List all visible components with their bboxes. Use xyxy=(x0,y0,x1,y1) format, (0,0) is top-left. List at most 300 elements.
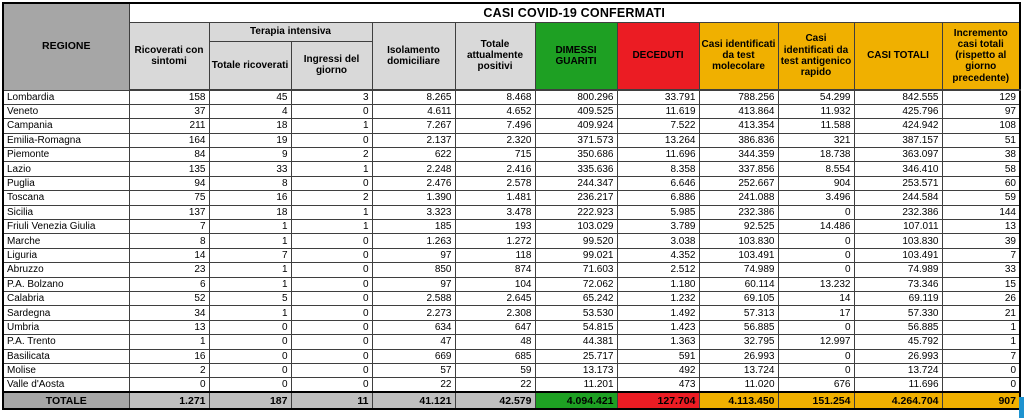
value-cell: 335.636 xyxy=(535,162,617,176)
value-cell: 850 xyxy=(372,263,455,277)
value-cell: 7.496 xyxy=(455,119,535,133)
value-cell: 904 xyxy=(778,176,854,190)
value-cell: 8.265 xyxy=(372,90,455,104)
col-header-casi-test-antigenico: Casi identificati da test antigenico rapido xyxy=(778,22,854,90)
table-row xyxy=(3,220,1020,234)
table-row xyxy=(3,162,1020,176)
table-row xyxy=(3,363,1020,377)
value-cell: 2.273 xyxy=(372,306,455,320)
value-cell: 211 xyxy=(129,119,209,133)
value-cell: 3.038 xyxy=(617,234,699,248)
value-cell: 103.830 xyxy=(854,234,942,248)
value-cell: 0 xyxy=(291,277,372,291)
value-cell: 0 xyxy=(942,363,1020,377)
totale-value-cell: 42.579 xyxy=(455,392,535,409)
value-cell: 7 xyxy=(942,349,1020,363)
value-cell: 252.667 xyxy=(699,176,778,190)
value-cell: 8.554 xyxy=(778,162,854,176)
value-cell: 387.157 xyxy=(854,133,942,147)
value-cell: 874 xyxy=(455,263,535,277)
value-cell: 13.724 xyxy=(699,363,778,377)
value-cell: 371.573 xyxy=(535,133,617,147)
value-cell: 321 xyxy=(778,133,854,147)
region-cell: Campania xyxy=(3,119,129,133)
value-cell: 11.588 xyxy=(778,119,854,133)
value-cell: 65.242 xyxy=(535,291,617,305)
value-cell: 11.932 xyxy=(778,104,854,118)
value-cell: 9 xyxy=(209,148,291,162)
value-cell: 344.359 xyxy=(699,148,778,162)
value-cell: 241.088 xyxy=(699,191,778,205)
value-cell: 75 xyxy=(129,191,209,205)
value-cell: 12.997 xyxy=(778,335,854,349)
value-cell: 25.717 xyxy=(535,349,617,363)
value-cell: 0 xyxy=(778,234,854,248)
value-cell: 32.795 xyxy=(699,335,778,349)
value-cell: 99.021 xyxy=(535,248,617,262)
region-cell: Umbria xyxy=(3,320,129,334)
value-cell: 1.481 xyxy=(455,191,535,205)
col-header-isolamento-domiciliare: Isolamento domiciliare xyxy=(372,22,455,90)
value-cell: 193 xyxy=(455,220,535,234)
value-cell: 11.020 xyxy=(699,378,778,392)
totale-value-cell: 187 xyxy=(209,392,291,409)
value-cell: 97 xyxy=(942,104,1020,118)
value-cell: 0 xyxy=(291,306,372,320)
value-cell: 0 xyxy=(209,335,291,349)
value-cell: 164 xyxy=(129,133,209,147)
value-cell: 1 xyxy=(291,220,372,234)
value-cell: 5.985 xyxy=(617,205,699,219)
table-row xyxy=(3,234,1020,248)
value-cell: 45.792 xyxy=(854,335,942,349)
value-cell: 1 xyxy=(942,335,1020,349)
totale-value-cell: 4.094.421 xyxy=(535,392,617,409)
value-cell: 4.352 xyxy=(617,248,699,262)
value-cell: 99.520 xyxy=(535,234,617,248)
value-cell: 7.522 xyxy=(617,119,699,133)
totale-value-cell: 4.113.450 xyxy=(699,392,778,409)
table-row xyxy=(3,306,1020,320)
table-row xyxy=(3,90,1020,104)
region-cell: Sardegna xyxy=(3,306,129,320)
value-cell: 103.491 xyxy=(854,248,942,262)
value-cell: 3 xyxy=(291,90,372,104)
value-cell: 2.645 xyxy=(455,291,535,305)
value-cell: 2.588 xyxy=(372,291,455,305)
value-cell: 0 xyxy=(291,248,372,262)
value-cell: 103.029 xyxy=(535,220,617,234)
region-cell: Marche xyxy=(3,234,129,248)
value-cell: 788.256 xyxy=(699,90,778,104)
value-cell: 0 xyxy=(942,378,1020,392)
col-header-ricoverati-con-sintomi: Ricoverati con sintomi xyxy=(129,22,209,90)
table-row xyxy=(3,378,1020,392)
totale-value-cell: 907 xyxy=(942,392,1020,409)
value-cell: 0 xyxy=(209,349,291,363)
table-row xyxy=(3,320,1020,334)
value-cell: 144 xyxy=(942,205,1020,219)
col-header-regione: REGIONE xyxy=(3,3,129,90)
value-cell: 39 xyxy=(942,234,1020,248)
value-cell: 8.358 xyxy=(617,162,699,176)
value-cell: 57 xyxy=(372,363,455,377)
value-cell: 1 xyxy=(129,335,209,349)
value-cell: 26.993 xyxy=(699,349,778,363)
value-cell: 16 xyxy=(209,191,291,205)
region-cell: Lombardia xyxy=(3,90,129,104)
value-cell: 34 xyxy=(129,306,209,320)
value-cell: 0 xyxy=(129,378,209,392)
value-cell: 1 xyxy=(942,320,1020,334)
value-cell: 4.611 xyxy=(372,104,455,118)
value-cell: 1.390 xyxy=(372,191,455,205)
col-header-casi-totali: CASI TOTALI xyxy=(854,22,942,90)
value-cell: 1.263 xyxy=(372,234,455,248)
table-row xyxy=(3,349,1020,363)
value-cell: 6.646 xyxy=(617,176,699,190)
value-cell: 18 xyxy=(209,205,291,219)
table-row xyxy=(3,191,1020,205)
value-cell: 244.347 xyxy=(535,176,617,190)
value-cell: 33 xyxy=(942,263,1020,277)
value-cell: 7.267 xyxy=(372,119,455,133)
value-cell: 26 xyxy=(942,291,1020,305)
value-cell: 33 xyxy=(209,162,291,176)
value-cell: 59 xyxy=(942,191,1020,205)
value-cell: 7 xyxy=(209,248,291,262)
value-cell: 129 xyxy=(942,90,1020,104)
value-cell: 2.416 xyxy=(455,162,535,176)
table-row xyxy=(3,148,1020,162)
value-cell: 842.555 xyxy=(854,90,942,104)
value-cell: 48 xyxy=(455,335,535,349)
value-cell: 622 xyxy=(372,148,455,162)
value-cell: 236.217 xyxy=(535,191,617,205)
value-cell: 1 xyxy=(209,220,291,234)
value-cell: 72.062 xyxy=(535,277,617,291)
value-cell: 413.354 xyxy=(699,119,778,133)
region-cell: Toscana xyxy=(3,191,129,205)
value-cell: 45 xyxy=(209,90,291,104)
value-cell: 71.603 xyxy=(535,263,617,277)
value-cell: 13.232 xyxy=(778,277,854,291)
value-cell: 107.011 xyxy=(854,220,942,234)
totale-value-cell: 151.254 xyxy=(778,392,854,409)
totale-value-cell: 11 xyxy=(291,392,372,409)
table-row xyxy=(3,205,1020,219)
value-cell: 1 xyxy=(291,162,372,176)
value-cell: 16 xyxy=(129,349,209,363)
value-cell: 4 xyxy=(209,104,291,118)
value-cell: 14 xyxy=(778,291,854,305)
value-cell: 97 xyxy=(372,277,455,291)
value-cell: 0 xyxy=(291,349,372,363)
value-cell: 2.308 xyxy=(455,306,535,320)
col-header-ingressi-del-giorno: Ingressi del giorno xyxy=(291,41,372,90)
value-cell: 2.512 xyxy=(617,263,699,277)
value-cell: 69.105 xyxy=(699,291,778,305)
value-cell: 158 xyxy=(129,90,209,104)
value-cell: 18 xyxy=(209,119,291,133)
value-cell: 1.180 xyxy=(617,277,699,291)
table-row xyxy=(3,176,1020,190)
value-cell: 7 xyxy=(942,248,1020,262)
value-cell: 13.724 xyxy=(854,363,942,377)
value-cell: 0 xyxy=(291,291,372,305)
value-cell: 676 xyxy=(778,378,854,392)
value-cell: 11.696 xyxy=(854,378,942,392)
value-cell: 0 xyxy=(291,263,372,277)
value-cell: 38 xyxy=(942,148,1020,162)
table-header xyxy=(3,3,1020,90)
value-cell: 74.989 xyxy=(854,263,942,277)
value-cell: 22 xyxy=(455,378,535,392)
totale-label-cell: TOTALE xyxy=(3,392,129,409)
col-header-casi-test-molecolare: Casi identificati da test molecolare xyxy=(699,22,778,90)
table-row xyxy=(3,133,1020,147)
value-cell: 363.097 xyxy=(854,148,942,162)
value-cell: 1.423 xyxy=(617,320,699,334)
value-cell: 7 xyxy=(129,220,209,234)
value-cell: 669 xyxy=(372,349,455,363)
value-cell: 1 xyxy=(291,119,372,133)
value-cell: 33.791 xyxy=(617,90,699,104)
region-cell: P.A. Trento xyxy=(3,335,129,349)
value-cell: 8.468 xyxy=(455,90,535,104)
value-cell: 232.386 xyxy=(699,205,778,219)
banner-row xyxy=(3,3,1020,22)
table-row xyxy=(3,335,1020,349)
region-cell: Calabria xyxy=(3,291,129,305)
value-cell: 0 xyxy=(209,378,291,392)
value-cell: 0 xyxy=(778,263,854,277)
table-title: CASI COVID-19 CONFERMATI xyxy=(129,3,1020,22)
value-cell: 3.323 xyxy=(372,205,455,219)
value-cell: 232.386 xyxy=(854,205,942,219)
col-header-deceduti: DECEDUTI xyxy=(617,22,699,90)
value-cell: 425.796 xyxy=(854,104,942,118)
value-cell: 0 xyxy=(291,176,372,190)
value-cell: 26.993 xyxy=(854,349,942,363)
value-cell: 21 xyxy=(942,306,1020,320)
table-row xyxy=(3,277,1020,291)
region-cell: P.A. Bolzano xyxy=(3,277,129,291)
value-cell: 44.381 xyxy=(535,335,617,349)
window-edge-accent xyxy=(1019,397,1024,418)
covid-confirmed-cases-table xyxy=(2,2,1021,410)
value-cell: 1 xyxy=(209,234,291,248)
value-cell: 0 xyxy=(778,349,854,363)
value-cell: 647 xyxy=(455,320,535,334)
value-cell: 715 xyxy=(455,148,535,162)
value-cell: 13 xyxy=(129,320,209,334)
value-cell: 0 xyxy=(778,363,854,377)
value-cell: 591 xyxy=(617,349,699,363)
value-cell: 1 xyxy=(209,306,291,320)
value-cell: 2.578 xyxy=(455,176,535,190)
value-cell: 8 xyxy=(129,234,209,248)
header-group-row xyxy=(3,22,1020,41)
value-cell: 74.989 xyxy=(699,263,778,277)
value-cell: 13 xyxy=(942,220,1020,234)
value-cell: 108 xyxy=(942,119,1020,133)
region-cell: Liguria xyxy=(3,248,129,262)
totale-value-cell: 1.271 xyxy=(129,392,209,409)
value-cell: 424.942 xyxy=(854,119,942,133)
value-cell: 413.864 xyxy=(699,104,778,118)
value-cell: 47 xyxy=(372,335,455,349)
value-cell: 54.815 xyxy=(535,320,617,334)
value-cell: 2 xyxy=(129,363,209,377)
region-cell: Lazio xyxy=(3,162,129,176)
value-cell: 1 xyxy=(209,277,291,291)
value-cell: 11.201 xyxy=(535,378,617,392)
value-cell: 19 xyxy=(209,133,291,147)
col-header-incremento-casi: Incremento casi totali (rispetto al giorno precedente) xyxy=(942,22,1020,90)
value-cell: 6 xyxy=(129,277,209,291)
value-cell: 92.525 xyxy=(699,220,778,234)
value-cell: 409.525 xyxy=(535,104,617,118)
totale-row xyxy=(3,392,1020,409)
value-cell: 135 xyxy=(129,162,209,176)
table-row xyxy=(3,291,1020,305)
value-cell: 59 xyxy=(455,363,535,377)
value-cell: 2.476 xyxy=(372,176,455,190)
value-cell: 54.299 xyxy=(778,90,854,104)
value-cell: 52 xyxy=(129,291,209,305)
value-cell: 0 xyxy=(209,320,291,334)
value-cell: 11.696 xyxy=(617,148,699,162)
value-cell: 56.885 xyxy=(699,320,778,334)
value-cell: 253.571 xyxy=(854,176,942,190)
value-cell: 1.272 xyxy=(455,234,535,248)
value-cell: 57.330 xyxy=(854,306,942,320)
value-cell: 56.885 xyxy=(854,320,942,334)
value-cell: 2.137 xyxy=(372,133,455,147)
value-cell: 6.886 xyxy=(617,191,699,205)
value-cell: 58 xyxy=(942,162,1020,176)
value-cell: 1 xyxy=(291,205,372,219)
value-cell: 409.924 xyxy=(535,119,617,133)
table-row xyxy=(3,104,1020,118)
value-cell: 1.363 xyxy=(617,335,699,349)
region-cell: Basilicata xyxy=(3,349,129,363)
value-cell: 2.248 xyxy=(372,162,455,176)
value-cell: 0 xyxy=(291,234,372,248)
value-cell: 11.619 xyxy=(617,104,699,118)
value-cell: 0 xyxy=(291,320,372,334)
value-cell: 3.478 xyxy=(455,205,535,219)
table-row xyxy=(3,248,1020,262)
value-cell: 14 xyxy=(129,248,209,262)
value-cell: 51 xyxy=(942,133,1020,147)
value-cell: 0 xyxy=(778,248,854,262)
value-cell: 1.492 xyxy=(617,306,699,320)
value-cell: 60.114 xyxy=(699,277,778,291)
value-cell: 97 xyxy=(372,248,455,262)
col-header-totale-ricoverati: Totale ricoverati xyxy=(209,41,291,90)
value-cell: 222.923 xyxy=(535,205,617,219)
value-cell: 0 xyxy=(291,335,372,349)
table-row xyxy=(3,119,1020,133)
value-cell: 53.530 xyxy=(535,306,617,320)
value-cell: 634 xyxy=(372,320,455,334)
value-cell: 346.410 xyxy=(854,162,942,176)
value-cell: 69.119 xyxy=(854,291,942,305)
value-cell: 800.296 xyxy=(535,90,617,104)
value-cell: 0 xyxy=(291,363,372,377)
region-cell: Puglia xyxy=(3,176,129,190)
value-cell: 84 xyxy=(129,148,209,162)
value-cell: 685 xyxy=(455,349,535,363)
value-cell: 23 xyxy=(129,263,209,277)
value-cell: 0 xyxy=(778,320,854,334)
value-cell: 2 xyxy=(291,148,372,162)
value-cell: 244.584 xyxy=(854,191,942,205)
value-cell: 0 xyxy=(209,363,291,377)
value-cell: 0 xyxy=(291,104,372,118)
table-row xyxy=(3,263,1020,277)
col-header-totale-attualmente-positivi: Totale attualmente positivi xyxy=(455,22,535,90)
table-body xyxy=(3,90,1020,392)
value-cell: 104 xyxy=(455,277,535,291)
value-cell: 137 xyxy=(129,205,209,219)
region-cell: Molise xyxy=(3,363,129,377)
value-cell: 15 xyxy=(942,277,1020,291)
value-cell: 13.173 xyxy=(535,363,617,377)
value-cell: 3.789 xyxy=(617,220,699,234)
value-cell: 37 xyxy=(129,104,209,118)
region-cell: Abruzzo xyxy=(3,263,129,277)
value-cell: 13.264 xyxy=(617,133,699,147)
totale-value-cell: 41.121 xyxy=(372,392,455,409)
value-cell: 118 xyxy=(455,248,535,262)
value-cell: 17 xyxy=(778,306,854,320)
value-cell: 18.738 xyxy=(778,148,854,162)
value-cell: 14.486 xyxy=(778,220,854,234)
table-footer xyxy=(3,392,1020,409)
value-cell: 2 xyxy=(291,191,372,205)
value-cell: 103.491 xyxy=(699,248,778,262)
value-cell: 0 xyxy=(291,133,372,147)
region-cell: Veneto xyxy=(3,104,129,118)
value-cell: 103.830 xyxy=(699,234,778,248)
value-cell: 0 xyxy=(291,378,372,392)
col-header-dimessi-guariti: DIMESSI GUARITI xyxy=(535,22,617,90)
value-cell: 0 xyxy=(778,205,854,219)
value-cell: 60 xyxy=(942,176,1020,190)
region-cell: Emilia-Romagna xyxy=(3,133,129,147)
value-cell: 185 xyxy=(372,220,455,234)
value-cell: 4.652 xyxy=(455,104,535,118)
value-cell: 1.232 xyxy=(617,291,699,305)
value-cell: 8 xyxy=(209,176,291,190)
region-cell: Sicilia xyxy=(3,205,129,219)
value-cell: 337.856 xyxy=(699,162,778,176)
region-cell: Piemonte xyxy=(3,148,129,162)
region-cell: Valle d'Aosta xyxy=(3,378,129,392)
totale-value-cell: 4.264.704 xyxy=(854,392,942,409)
value-cell: 3.496 xyxy=(778,191,854,205)
value-cell: 73.346 xyxy=(854,277,942,291)
totale-value-cell: 127.704 xyxy=(617,392,699,409)
value-cell: 22 xyxy=(372,378,455,392)
value-cell: 94 xyxy=(129,176,209,190)
region-cell: Friuli Venezia Giulia xyxy=(3,220,129,234)
value-cell: 350.686 xyxy=(535,148,617,162)
value-cell: 2.320 xyxy=(455,133,535,147)
